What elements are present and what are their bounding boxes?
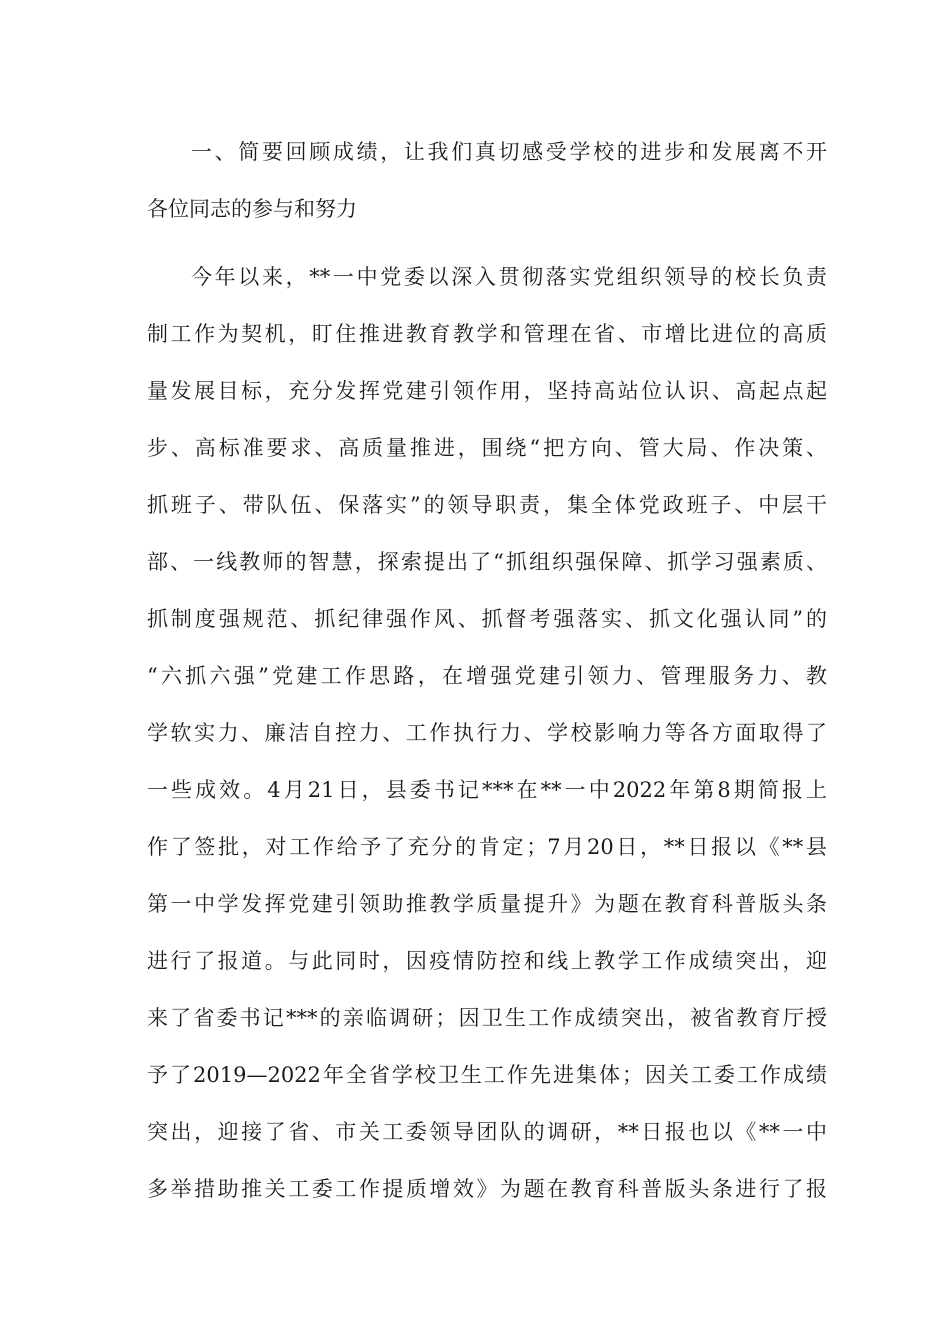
paragraph-line-14: 来了省委书记***的亲临调研；因卫生工作成绩突出，被省教育厅授 <box>147 1006 827 1030</box>
paragraph-line-3: 量发展目标，充分发挥党建引领作用，坚持高站位认识、高起点起 <box>147 379 827 403</box>
paragraph-line-17: 多举措助推关工委工作提质增效》为题在教育科普版头条进行了报 <box>147 1177 827 1201</box>
heading-line-1: 一、简要回顾成绩，让我们真切感受学校的进步和发展离不开 <box>191 140 827 164</box>
paragraph-line-6: 部、一线教师的智慧，探索提出了“抓组织强保障、抓学习强素质、 <box>147 550 827 574</box>
paragraph-line-13: 进行了报道。与此同时，因疫情防控和线上教学工作成绩突出，迎 <box>147 949 827 973</box>
paragraph-line-7: 抓制度强规范、抓纪律强作风、抓督考强落实、抓文化强认同”的 <box>147 607 827 631</box>
heading-line-2: 各位同志的参与和努力 <box>147 197 357 221</box>
paragraph-line-1: 今年以来，**一中党委以深入贯彻落实党组织领导的校长负责 <box>191 265 827 289</box>
paragraph-line-15: 予了2019—2022年全省学校卫生工作先进集体；因关工委工作成绩 <box>147 1063 827 1087</box>
paragraph-line-4: 步、高标准要求、高质量推进，围绕“把方向、管大局、作决策、 <box>147 436 827 460</box>
paragraph-line-5: 抓班子、带队伍、保落实”的领导职责，集全体党政班子、中层干 <box>147 493 827 517</box>
paragraph-line-12: 第一中学发挥党建引领助推教学质量提升》为题在教育科普版头条 <box>147 892 827 916</box>
paragraph-line-16: 突出，迎接了省、市关工委领导团队的调研，**日报也以《**一中 <box>147 1120 827 1144</box>
paragraph-line-2: 制工作为契机，盯住推进教育教学和管理在省、市增比进位的高质 <box>147 322 827 346</box>
paragraph-line-10: 一些成效。4月21日，县委书记***在**一中2022年第8期简报上 <box>147 778 827 802</box>
paragraph-line-8: “六抓六强”党建工作思路，在增强党建引领力、管理服务力、教 <box>147 664 827 688</box>
paragraph-line-9: 学软实力、廉洁自控力、工作执行力、学校影响力等各方面取得了 <box>147 721 827 745</box>
paragraph-line-11: 作了签批，对工作给予了充分的肯定；7月20日，**日报以《**县 <box>147 835 827 859</box>
